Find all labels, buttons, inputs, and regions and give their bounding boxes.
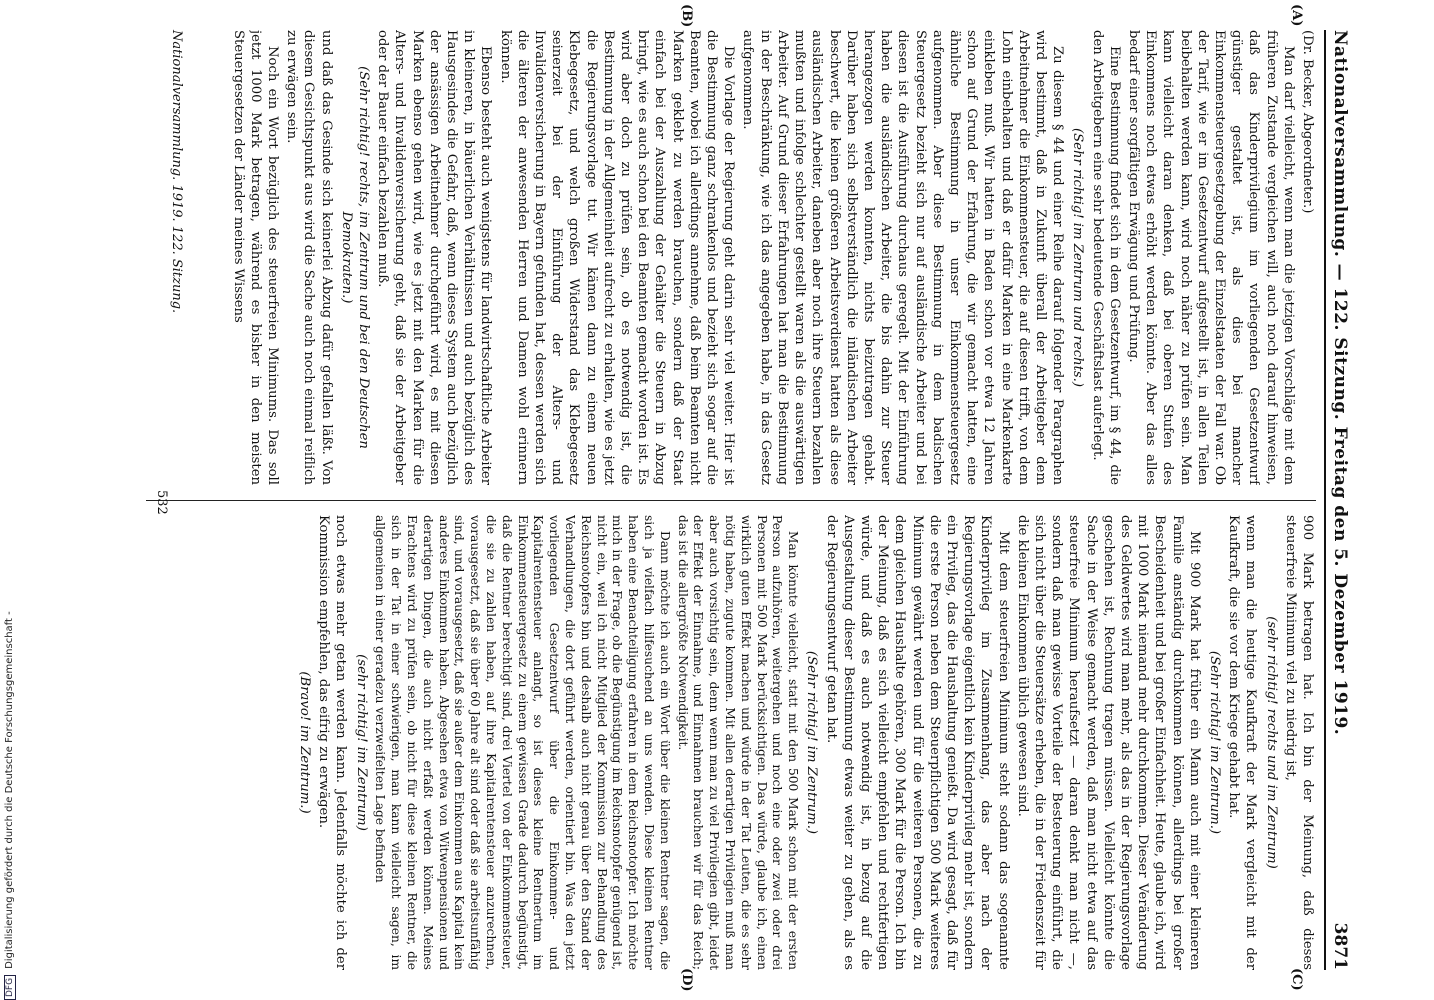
reaction-note: (sehr richtig! im Zentrum) [353, 654, 369, 831]
page-body [64, 30, 1364, 970]
margin-mark-c: (C) [1289, 968, 1304, 991]
reaction-note: (Sehr richtig! im Zentrum.) [804, 650, 820, 835]
reaction-note: (Bravo! im Zentrum.) [296, 671, 312, 814]
paragraph: Ebenso besteht auch wenigstens für landwirtschaftliche Arbeiter in kleineren, in bäuerlichen Verhältnissen und auch bezüglich des Hausgesindes die Gefahr, daß, wenn dieses System auch bezüglich der ansässigen Arbeitnehmer durchgeführt wird, es mit diesen Marken ebenso gehen wird, wie es jetzt mit den Marken für die Alters- und Invalidenversicherung geht, daß sie der Arbeitgeber oder der Bauer einfach bezahlen muß. [375, 30, 494, 485]
reaction-note: (Sehr richtig! im Zentrum und rechts.) [1070, 127, 1086, 387]
paragraph: und daß das Gesinde sich keinerlei Abzug dafür gefallen läßt. Von diesem Gesichtspunkt aus wird die Sache auch noch einmal reiflich zu erwägen sein. [284, 30, 334, 485]
paragraph: Eine Bestimmung findet sich in dem Gesetzentwurf, im § 44, die den Arbeitgebern eine sehr bedeutende Geschäftslast auferlegt. [1089, 30, 1122, 485]
dfg-logo: DFG [4, 975, 16, 1000]
paragraph: Zu diesem § 44 und einer Reihe darauf folgender Paragraphen wird bestimmt, daß in Zukunft überall der Arbeitgeber dem Arbeitnehmer die Einkommensteuer, die auf diesen trifft, von dem Lohn einbehalten und daß er dafür Marken in eine Markenkarte einkleben muß. Wir hatten in Baden schon vor etwa 12 Jahren schon auf Grund der Erfahrung, die wir gemacht hatten, eine ähnliche Bestimmung in unser Einkommensteuergesetz aufgenommen. Aber diese Bestimmung in dem badischen Steuergesetz bezieht sich nur auf ausländische Arbeiter und bei diesen ist die Ausführung durchaus geregelt. Mit der Einführung haben die ausländischen Arbeiter, die bis dahin zur Steuer herangezogen werden konnten, nichts beizutragen gehabt. Darüber haben sich selbstverständlich die inländischen Arbeiter beschwert, die keinen größeren Arbeitsverdienst hatten als diese ausländischen Arbeiter, daneben aber noch ihre Steuern bezahlen mußten und infolge schlechter gestellt waren als die auswärtigen Arbeiter. Auf Grund dieser Erfahrungen hat man die Bestimmung in der Beschränkung, wie ich das angegeben habe, in das Gesetz aufgenommen. [740, 30, 1066, 485]
margin-mark-b: (B) [679, 4, 694, 28]
digitization-note: Digitalisierung gefördert durch die Deutsche Forschungsgemeinschaft - [4, 611, 15, 969]
paragraph: Man könnte vielleicht, statt mit den 500 Mark schon mit der ersten Person aufzuhören, weitergehen und noch eine oder zwei oder drei Personen mit 500 Mark berücksichtigen. Das würde, glaube ich, einen wirklich guten Effekt machen und würde in der Tat Leuten, die es sehr nötig haben, zugute kommen. Mit allen derartigen Privilegien muß man aber auch vorsichtig sein, denn wenn man zu viel Privilegien gibt, leidet der Effekt der Einnahme, und Einnahmen brauchen wir für das Reich; das ist die allergrößte Notwendigkeit. [675, 515, 801, 970]
paragraph: 900 Mark betragen hat. Ich bin der Meinung, daß dieses steuerfreie Minimum viel zu niedrig ist, [1282, 515, 1315, 970]
reaction-note: (Sehr richtig! rechts, im Zentrum und bei den Deutschen Demokraten.) [338, 66, 372, 449]
left-footer: Nationalversammlung. 1919. 122. Sitzung. [169, 30, 184, 314]
bottom-page-number: 532 [154, 490, 169, 515]
right-column [146, 515, 1316, 970]
paragraph: Man darf vielleicht, wenn man die jetzigen Vorschläge mit dem früheren Zustande vergleichen will, auch noch darauf hinweisen, daß das Kinderprivilegium im vorliegenden Gesetzentwurf günstiger gestaltet ist, als dies bei mancher Einkommensteuergesetzgebung der Einzelstaaten der Fall war. Ob der Tarif, wie er im Gesetzentwurf aufgestellt ist, in allen Teilen beibehalten werden kann, wird noch näher zu prüfen sein. Man kann vielleicht daran denken, daß bei oberen Stufen des Einkommens noch etwas erhöht werden könnte. Aber das alles bedarf einer sorgfältigen Erwägung und Prüfung. [1125, 30, 1296, 485]
paragraph: Mit 900 Mark hat früher ein Mann auch mit einer kleineren Familie anständig durchkommen können, allerdings bei großer Bescheidenheit und bei großer Einfachheit. Heute, glaube ich, wird mit 1000 Mark niemand mehr durchkommen. Dieser Veränderung des Geldwertes wird man mehr, als das in der Regierungsvorlage geschehen ist, Rechnung tragen müssen. Vielleicht könnte die Sache in der Weise gemacht werden, daß man nicht etwa auf das steuerfreie Minimum heraufsetzt — daran denkt man nicht —, sondern daß man gewisse Vorteile der Besteuerung einführt, die sich nicht über die Steuersätze erheben, die in der Friedenszeit für die kleinen Einkommen üblich gewesen sind. [1014, 515, 1202, 970]
digitization-credit [4, 20, 16, 1000]
paragraph: Dann möchte ich auch ein Wort über die kleinen Rentner sagen, die sich ja vielfach hilfesuchend an uns wenden. Diese kleinen Rentner haben eine Benachteiligung erfahren in dem Reichsnotopfer. Ich möchte mich in der Frage, ob die Begünstigung im Reichsnotopfer genügend ist, nicht ein, weil ich nicht Mitglied der Kommission zur Behandlung des Reichsnotopfers bin und deshalb auch nicht genau über den Stand der Verhandlungen, die dort geführt werden, orientiert bin. Was den jetzt vorliegenden Gesetzentwurf über die Einkommen- und Kapitalrentensteuer anlangt, so ist dieses kleine Rentnertum im Einkommensteuergesetz zu einem gewissen Grade dadurch begünstigt, daß die Rentner berechtigt sind, drei Viertel von der Einkommensteuer, die sie zu zahlen haben, auf ihre Kapitalrentensteuer anzurechnen, vorausgesetzt, daß sie über 60 Jahre alt sind oder daß sie arbeitsunfähig sind, und vorausgesetzt, daß sie außer dem Einkommen aus Kapital kein anderes Einkommen haben. Abgesehen etwa von Witwenpensionen und derartigen Dingen, die auch nicht erfaßt werden können. Meines Erachtens wird zu prüfen sein, ob nicht für diese kleinen Rentner, die sich in der Tat in einer schwierigen, man kann vielleicht sagen, im allgemeinen in einer geradezu verzweifelten Lage befinden [373, 515, 672, 970]
paragraph: noch etwas mehr getan werden kann. Jedenfalls möchte ich der Kommission empfehlen, das eifrig zu erwägen. [316, 515, 349, 970]
margin-mark-d: (D) [679, 968, 694, 992]
margin-mark-a: (A) [1289, 4, 1304, 27]
speaker-intro: (Dr. Becker, Abgeordneter.) [1300, 30, 1315, 214]
page-number: 3871 [1330, 922, 1350, 970]
paragraph: Noch ein Wort bezüglich des steuerfreien Minimums. Das soll jetzt 1000 Mark betragen, während es bisher in den meisten Steuergesetzen der Länder meines Wissens [230, 30, 281, 485]
text-columns [146, 30, 1316, 970]
paragraph: Die Vorlage der Regierung geht darin sehr viel weiter. Hier ist die Bestimmung ganz schrankenlos und bezieht sich sogar auf die Beamten, wobei ich allerdings annehme, daß beim Beamten nicht Marken geklebt zu werden brauchen, sondern daß der Staat einfach bei der Auszahlung der Gehälter die Steuern in Abzug bringt, wie es auch schon bei den Beamten gemacht worden ist. Es wird aber doch zu prüfen sein, ob es notwendig ist, die Bestimmung in der Allgemeinheit aufrecht zu erhalten, wie es jetzt die Regierungsvorlage tut. Wir kämen dann zu einem neuen Klebegesetz, und welch großen Widerstand das Klebegesetz seinerzeit bei der Einführung der Alters- und Invalidenversicherung in Bayern gefunden hat, dessen werden sich die älteren der anwesenden Herren und Damen wohl erinnern können. [497, 30, 737, 485]
paragraph: Mit dem steuerfreien Minimum steht sodann das sogenannte Kinderprivileg im Zusammenhang, das aber nach der Regierungsvorlage eigentlich kein Kinderprivileg mehr ist, sondern ein Privileg, das die Haushaltung genießt. Da wird gesagt, daß für die erste Person neben dem Steuerpflichtigen 500 Mark weiteres Minimum gewährt werden und für die weiteren Personen, die zu dem gleichen Haushalte gehören, 300 Mark für die Person. Ich bin der Meinung, daß es sich vielleicht empfehlen und rechtfertigen würde, und daß es auch notwendig ist, in bezug auf die Ausgestaltung dieser Bestimmung etwas weiter zu gehen, als es der Regierungsentwurf getan hat. [823, 515, 1011, 970]
page-header [1324, 30, 1364, 970]
running-title: Nationalversammlung. — 122. Sitzung. Freitag den 5. Dezember 1919. [1330, 30, 1350, 736]
left-column [146, 30, 1316, 485]
paragraph: wenn man die heutige Kaufkraft der Mark vergleicht mit der Kaufkraft, die sie vor dem Kriege gehabt hat. [1226, 515, 1259, 970]
reaction-note: (sehr richtig! rechts und im Zentrum) [1263, 616, 1279, 869]
reaction-note: (Sehr richtig! im Zentrum.) [1206, 650, 1222, 835]
column-divider [146, 500, 1316, 501]
